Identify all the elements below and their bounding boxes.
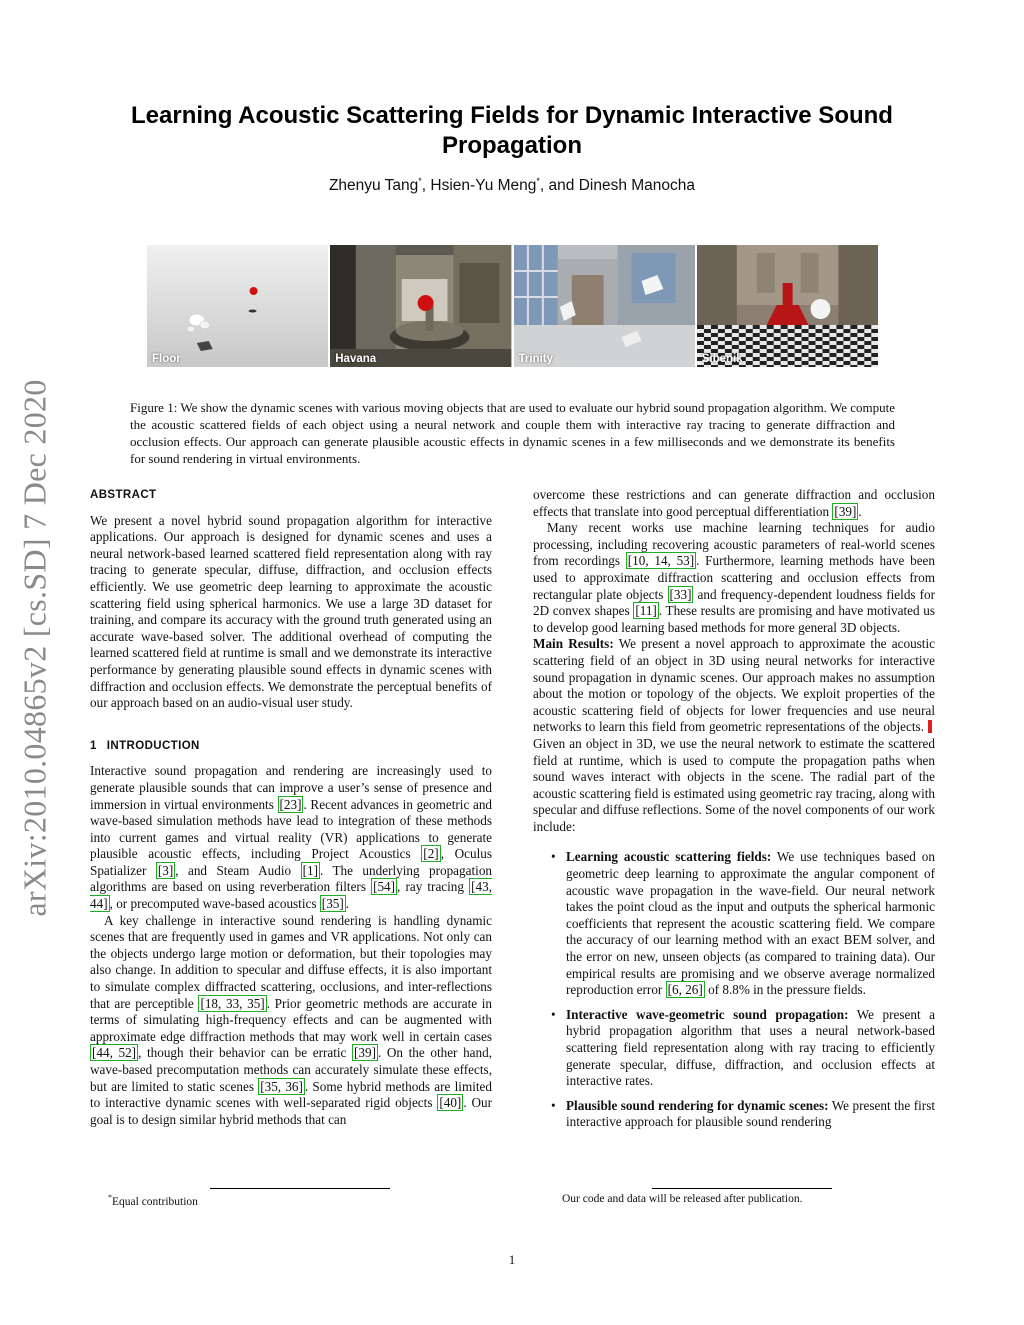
paper-title: Learning Acoustic Scattering Fields for Dynamic Interactive Sound Propagation (131, 102, 893, 159)
trinity-scene-image (514, 245, 695, 367)
text-run: Many recent works use machine learning techniques for audio processing, including recovering acoustic parameters of real-world scenes from recordings (533, 520, 935, 569)
abstract-text: We present a novel hybrid sound propagation algorithm for interactive applications. Our approach is designed for dynamic scenes and uses a neural network-based learned scattered field representation along with ray tracing to generate specular, diffuse, diffraction, and occlusion effects efficiently. We use geometric deep learning to approximate the acoustic scattering field using spherical harmonics. We use a large 3D dataset for training, and compare its accuracy with the ground truth generated using an accurate wave-based solver. The additional overhead of computing the learned scattered field at runtime is small and we demonstrate its interactive performance by generating plausible sound effects in dynamic scenes with diffraction and occlusion effects. We demonstrate the perceptual benefits of our approach based on an audio-visual user study. (90, 512, 492, 711)
right-paragraph-2 (533, 520, 935, 636)
contributions-list (533, 849, 935, 1131)
text-run: . Some hybrid methods are limited to interactive dynamic scenes with well-separated rigid objects (90, 1078, 492, 1111)
text-run: Interactive sound propagation and rendering are increasingly used to generate plausible sounds that can improve a user’s sense of presence and immersion in virtual environments (90, 763, 492, 812)
abstract-heading (90, 487, 492, 504)
text-run: We present the first interactive approach for plausible sound rendering (566, 1097, 935, 1130)
figure-caption: Figure 1: We show the dynamic scenes with various moving objects that are used to evaluate our hybrid sound propagation algorithm. We compute the acoustic scattered fields of each object using a neural network and couple them with interactive ray tracing to generate diffraction and occlusion effects. Our approach can generate plausible acoustic effects in dynamic scenes in a few milliseconds and we demonstrate its benefits for sound rendering in virtual environments. (130, 400, 895, 466)
panel-label-sibenik: Sibenik (701, 353, 743, 365)
equal-contribution-mark: * (418, 176, 422, 186)
citation-link[interactable]: [44, 52] (92, 1045, 137, 1061)
citation-link[interactable]: [40] (439, 1095, 462, 1111)
citation-link[interactable]: [43, 44] (90, 879, 492, 912)
scene-panel-havana (330, 245, 511, 367)
panel-label-trinity: Trinity (518, 353, 554, 365)
contribution-title: Learning acoustic scattering fields: (566, 849, 772, 865)
text-run: overcome these restrictions and can generate diffraction and occlusion effects that translate into good perceptual differentiation (533, 487, 935, 519)
text-run: . On the other hand, wave-based precomputation methods can accurately simulate these effects, but are limited to static scenes (90, 1045, 492, 1094)
list-item (533, 849, 935, 998)
text-run: . The underlying propagation algorithms are based on using reverberation filters (90, 862, 493, 895)
text-run: . (345, 896, 350, 912)
footnote-equal-contribution (108, 1193, 198, 1208)
page-number: 1 (508, 1252, 516, 1267)
bullet-icon: • (551, 1006, 556, 1022)
text-run: and frequency-dependent loudness fields for 2D convex shapes (533, 586, 935, 619)
floor-scene-image (147, 245, 328, 367)
bullet-icon: • (551, 1097, 556, 1113)
text-run: We present a novel approach to approximate the acoustic scattering field of an object in 3D using neural networks for interactive sound propagation in dynamic scenes. Our approach makes no assumption about the motion or topology of the objects. We exploit properties of the acoustic scattering field of objects for lower frequencies and use neural networks to learn this field from geometric representations of the objects. (533, 636, 935, 735)
footnote-divider (210, 1188, 390, 1189)
contribution-title: Plausible sound rendering for dynamic scenes: (566, 1097, 829, 1113)
intro-paragraph-1 (90, 763, 492, 912)
citation-link[interactable]: [6, 26] (667, 982, 703, 998)
author-name: Hsien-Yu Meng (430, 177, 537, 195)
citation-link[interactable]: [18, 33, 35] (200, 995, 265, 1011)
citation-link[interactable]: [54] (373, 879, 396, 895)
footnote-divider (652, 1188, 832, 1189)
intro-heading-text: INTRODUCTION (106, 739, 200, 752)
author-list: Zhenyu Tang*, Hsien-Yu Meng*, and Dinesh Manocha (328, 176, 696, 195)
text-run: . These results are promising and have motivated us to develop good learning based methods for more general 3D objects. (533, 603, 935, 635)
citation-link[interactable]: [3] (157, 862, 174, 878)
list-item (533, 1007, 935, 1090)
citation-link[interactable]: [39] (834, 503, 857, 519)
text-run: , Oculus Spatializer (90, 846, 492, 878)
text-run: . (858, 503, 862, 519)
text-run: of 8.8% in the pressure fields. (704, 982, 866, 998)
bullet-icon: • (551, 849, 556, 865)
abstract-heading-text: ABSTRACT (90, 489, 157, 501)
panel-label-floor: Floor (152, 353, 181, 365)
citation-link[interactable]: [1] (302, 862, 318, 878)
footnote-code-release: Our code and data will be released after publication. (562, 1193, 803, 1205)
panel-label-havana: Havana (335, 353, 377, 365)
left-column (90, 487, 492, 1128)
text-run: . Our goal is to design similar hybrid methods that can (90, 1095, 492, 1127)
citation-link[interactable]: [23] (279, 796, 302, 812)
sibenik-scene-image (697, 245, 878, 367)
text-run: We use techniques based on geometric deep learning to approximate the angular component of acoustic wave propagation in the wave-field. Our neural network takes the point cloud as the input and outputs the spherical harmonic coefficients that represent the acoustic scattering field. We compare the accuracy of our learning method with an exact BEM solver, and the error on new, unseen objects (as compared to training data). Our empirical results are promising and we observe average normalized reproduction error (566, 849, 935, 998)
citation-link[interactable]: [39] (354, 1045, 376, 1061)
arxiv-stamp (10, 365, 60, 930)
text-run: . Recent advances in geometric and wave-based simulation methods have lead to integration of these methods into current games and virtual reality (VR) applications to generate plausible acoustic effects, including Project Acoustics (90, 796, 493, 862)
scene-panel-sibenik (697, 245, 878, 367)
text-run: . Prior geometric methods are accurate in terms of simulating high-frequency effects and can be augmented with approximate edge diffraction methods that may work well in certain cases (90, 995, 493, 1044)
text-run: A key challenge in interactive sound rendering is handling dynamic scenes that are frequently used in games and VR applications. Not only can the objects undergo large motion or deformation, but their topologies may also change. In addition to specular and diffuse effects, it is also important to simulate complex diffracted scattering, occlusions, and inter-reflections that are perceptible (90, 912, 492, 1011)
text-run: , ray tracing (397, 879, 470, 895)
equal-contribution-mark: * (536, 176, 540, 186)
citation-link[interactable]: [35, 36] (260, 1078, 303, 1094)
text-run: , or precomputed wave-based acoustics (109, 896, 320, 912)
footnote-text: Equal contribution (112, 1195, 198, 1208)
intro-heading (90, 738, 492, 755)
citation-link[interactable]: [2] (423, 846, 439, 862)
scene-panel-floor (147, 245, 328, 367)
footnote-mark: * (108, 1193, 112, 1202)
text-run: . Furthermore, learning methods have been used to approximate diffraction scattering and occlusion effects from rectangular plate objects (533, 553, 935, 602)
intro-paragraph-2 (90, 913, 492, 1129)
citation-link[interactable]: [10, 14, 53] (627, 553, 695, 569)
text-run: , and Steam Audio (175, 862, 301, 878)
footnote-marker-icon[interactable] (928, 720, 932, 733)
citation-link[interactable]: [11] (635, 603, 657, 619)
main-results-label: Main Results: (533, 636, 614, 652)
arxiv-id: arXiv:2010.04865v2 [cs.SD] 7 Dec 2020 (16, 378, 53, 917)
scene-panel-trinity (514, 245, 695, 367)
text-run: Given an object in 3D, we use the neural network to estimate the scattered field at runtime, which is used to compute the propagation paths when sound waves interact with objects in the scene. The radial part of the acoustic scattering field is estimated using geometric ray tracing, along with specular and diffuse reflections. Some of the novel components of our work include: (533, 735, 935, 834)
contribution-title: Interactive wave-geometric sound propagation: (566, 1006, 849, 1022)
right-column (533, 487, 935, 1139)
main-results-paragraph (533, 636, 935, 835)
author-name: and Dinesh Manocha (548, 177, 696, 195)
figure-1 (147, 245, 878, 367)
text-run: We present a hybrid propagation algorithm that uses a neural network-based scattering field representation along with ray tracing to efficiently generate specular, diffuse, diffraction, and occlusion effects at interactive rates. (566, 1006, 935, 1089)
list-item (533, 1098, 935, 1131)
author-name: Zhenyu Tang (328, 177, 419, 195)
havana-scene-image (330, 245, 511, 367)
citation-link[interactable]: [35] (321, 896, 344, 912)
right-paragraph-1 (533, 487, 935, 520)
text-run: , though their behavior can be erratic (138, 1045, 353, 1061)
intro-section-number: 1 (90, 739, 97, 752)
citation-link[interactable]: [33] (669, 586, 692, 602)
